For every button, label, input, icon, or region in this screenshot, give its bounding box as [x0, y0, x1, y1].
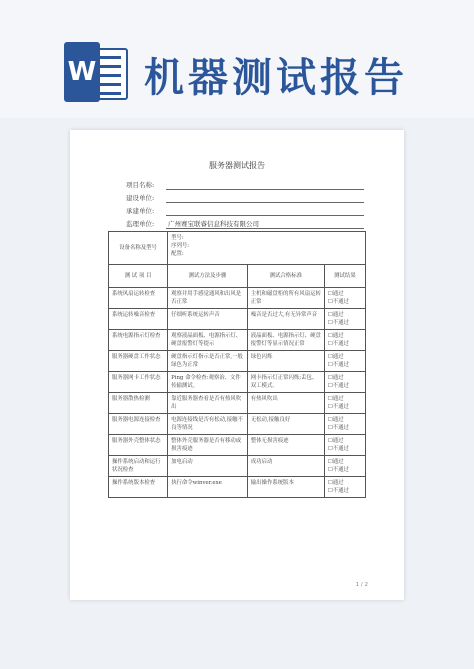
fail-checkbox[interactable]: ☐不通过	[327, 299, 349, 305]
table-row	[109, 456, 366, 477]
pass-checkbox[interactable]: ☐通过	[327, 459, 344, 465]
pass-checkbox[interactable]: ☐通过	[327, 312, 344, 318]
field-supervisor	[126, 219, 364, 231]
table-row	[109, 477, 366, 498]
test-result	[324, 288, 365, 309]
test-result	[324, 372, 365, 393]
test-method: 观察并用手感觉通风和出风是否正常	[168, 288, 248, 309]
table-row	[109, 414, 366, 435]
pass-checkbox[interactable]: ☐通过	[327, 438, 344, 444]
field-contractor	[126, 206, 364, 218]
pass-checkbox[interactable]: ☐通过	[327, 417, 344, 423]
device-config: 配置:	[171, 251, 184, 257]
test-standard: 有热风吹出	[247, 393, 324, 414]
test-result	[324, 414, 365, 435]
device-serial: 序列号:	[171, 243, 190, 249]
test-result	[324, 477, 365, 498]
pass-checkbox[interactable]: ☐通过	[327, 354, 344, 360]
document-title: 服务器测试报告	[209, 161, 265, 170]
pass-checkbox[interactable]: ☐通过	[327, 396, 344, 402]
test-item: 操作系统版本检查	[109, 477, 168, 498]
table-row	[109, 372, 366, 393]
table-row	[109, 351, 366, 372]
test-result	[324, 309, 365, 330]
fail-checkbox[interactable]: ☐不通过	[327, 383, 349, 389]
test-standard: 无松动,接触良好	[247, 414, 324, 435]
test-method: 靠近服务器查看是否有热风吹出	[168, 393, 248, 414]
test-item: 系统运转噪音检查	[109, 309, 168, 330]
test-result	[324, 435, 365, 456]
document-page	[70, 130, 404, 600]
test-standard: 绿色闪烁	[247, 351, 324, 372]
test-item: 系统风扇运转检查	[109, 288, 168, 309]
device-label: 设备名称及型号	[109, 232, 168, 265]
test-method: 电源连接线是否有松动,接触不良等情况	[168, 414, 248, 435]
test-standard: 成功启动	[247, 456, 324, 477]
test-report-table	[108, 231, 366, 498]
header-pass-standard: 测试合格标准	[247, 265, 324, 288]
field-value: 广州赛宝联睿信息科技有限公司	[168, 220, 259, 228]
test-method: Ping 命令检查:观察治、文件传输测试。	[168, 372, 248, 393]
test-standard: 输出操作系统版本	[247, 477, 324, 498]
fail-checkbox[interactable]: ☐不通过	[327, 446, 349, 452]
table-row	[109, 288, 366, 309]
device-row	[109, 232, 366, 265]
page-number: 1 / 2	[355, 582, 368, 588]
header-test-method: 测试方法及步骤	[168, 265, 248, 288]
fail-checkbox[interactable]: ☐不通过	[327, 488, 349, 494]
header-banner	[0, 0, 474, 118]
test-method: 观察液晶面板、电源指示灯、硬盘报警灯等提示	[168, 330, 248, 351]
fail-checkbox[interactable]: ☐不通过	[327, 404, 349, 410]
fail-checkbox[interactable]: ☐不通过	[327, 341, 349, 347]
test-item: 服务器电源连接检查	[109, 414, 168, 435]
test-item: 服务器外壳整体状态	[109, 435, 168, 456]
table-row	[109, 435, 366, 456]
test-method: 加电启动	[168, 456, 248, 477]
pass-checkbox[interactable]: ☐通过	[327, 333, 344, 339]
header-test-result: 测试结果	[324, 265, 365, 288]
test-standard: 噪音是否过大,有无异常声音	[247, 309, 324, 330]
field-label: 承建单位:	[126, 207, 155, 215]
fail-checkbox[interactable]: ☐不通过	[327, 467, 349, 473]
header-test-item: 测 试 项 目	[109, 265, 168, 288]
test-method: 执行命令winver.exe	[168, 477, 248, 498]
field-label: 监理单位:	[126, 220, 155, 228]
pass-checkbox[interactable]: ☐通过	[327, 375, 344, 381]
test-result	[324, 393, 365, 414]
field-label: 建设单位:	[126, 194, 155, 202]
field-construction-unit	[126, 193, 364, 205]
banner-title: 机器测试报告	[144, 55, 408, 101]
word-logo-letter: W	[64, 42, 100, 102]
test-item: 服务器散热检测	[109, 393, 168, 414]
test-result	[324, 330, 365, 351]
device-info	[168, 232, 366, 265]
test-item: 服务器硬盘工作状态	[109, 351, 168, 372]
fail-checkbox[interactable]: ☐不通过	[327, 320, 349, 326]
word-logo-icon	[64, 42, 130, 102]
test-method: 仔细听系统运转声音	[168, 309, 248, 330]
pass-checkbox[interactable]: ☐通过	[327, 291, 344, 297]
test-standard: 整体无损害痕迹	[247, 435, 324, 456]
test-standard: 主机和磁盘柜的所有风扇运转正常	[247, 288, 324, 309]
table-row	[109, 309, 366, 330]
test-method: 硬盘指示灯指示是否正常,一般绿色为正常	[168, 351, 248, 372]
fail-checkbox[interactable]: ☐不通过	[327, 362, 349, 368]
pass-checkbox[interactable]: ☐通过	[327, 480, 344, 486]
fail-checkbox[interactable]: ☐不通过	[327, 425, 349, 431]
test-item: 服务器网卡工作状态	[109, 372, 168, 393]
test-item: 操作系统启动和运行状况检查	[109, 456, 168, 477]
table-row	[109, 330, 366, 351]
test-item: 系统电源指示灯检查	[109, 330, 168, 351]
test-method: 整体外壳服务器是否有移动或损害痕迹	[168, 435, 248, 456]
test-standard: 网卡指示灯正常闪烁;丢包、双工模式。	[247, 372, 324, 393]
test-standard: 液晶面板、电源指示灯、硬盘报警灯等显示情况正常	[247, 330, 324, 351]
test-result	[324, 456, 365, 477]
device-model: 型号:	[171, 235, 184, 241]
table-header-row	[109, 265, 366, 288]
field-project-name	[126, 180, 364, 192]
table-row	[109, 393, 366, 414]
test-result	[324, 351, 365, 372]
field-label: 项目名称:	[126, 181, 155, 189]
